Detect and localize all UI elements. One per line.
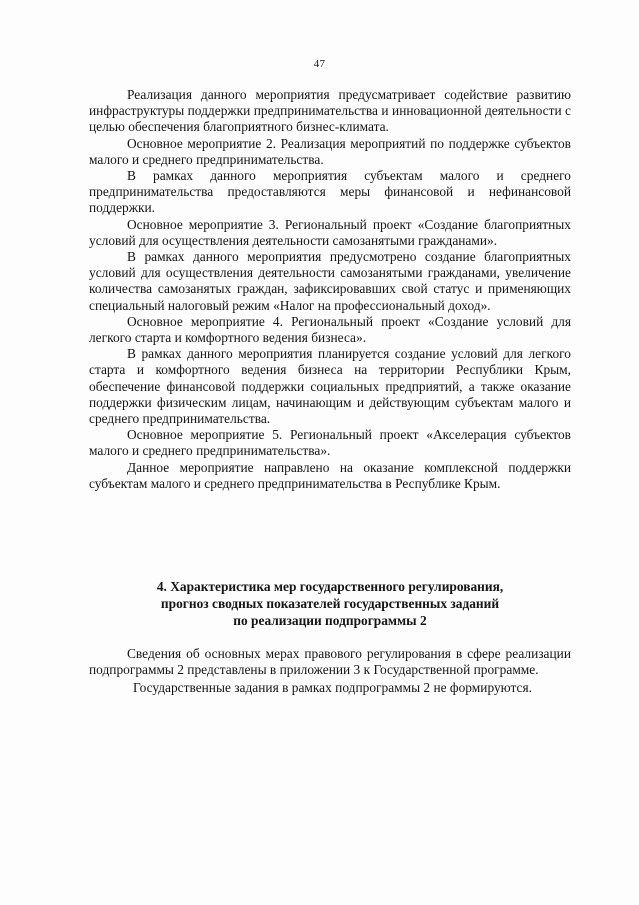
paragraph: Государственные задания в рамках подпрограммы 2 не формируются. [133,680,532,696]
page-number: 47 [313,58,326,70]
paragraph: В рамках данного мероприятия предусмотрено создание благоприятных условий для осуществления деятельности самозанятыми гражданами, увеличение количества самозанятых граждан, зафиксировавших свой статус и применяющих специальный налоговый режим «Налог на профессиональный доход». [89,249,571,313]
section-heading-line: 4. Характеристика мер государственного регулирования, [156,579,504,594]
paragraph: В рамках данного мероприятия планируется создание условий для легкого старта и комфортного ведения бизнеса на территории Республики Крым, обеспечение финансовой поддержки социальных предприятий, а также оказание поддержки физическим лицам, начинающим и действующим субъектам малого и среднего предпринимательства. [89,346,571,427]
paragraph: В рамках данного мероприятия субъектам малого и среднего предпринимательства предоставляются меры финансовой и нефинансовой поддержки. [89,168,571,216]
paragraph: Основное мероприятие 4. Региональный проект «Создание условий для легкого старта и комфортного ведения бизнеса». [89,313,571,346]
paragraph: Сведения об основных мерах правового регулирования в сфере реализации подпрограммы 2 представлены в приложении 3 к Государственной программе. [89,646,571,678]
paragraph: Реализация данного мероприятия предусматривает содействие развитию инфраструктуры поддержки предпринимательства и инновационной деятельности с целью обеспечения благоприятного бизнес-климата. [89,87,571,135]
paragraph: Основное мероприятие 2. Реализация мероприятий по поддержке субъектов малого и среднего предпринимательства. [89,135,571,167]
body-text-bottom [89,646,571,697]
paragraph: Основное мероприятие 5. Региональный проект «Акселерация субъектов малого и среднего предпринимательства». [89,427,571,459]
section-heading-line: по реализации подпрограммы 2 [233,613,427,628]
section-heading [89,578,571,629]
section-heading-line: прогноз сводных показателей государственных заданий [160,596,500,611]
body-text-top [89,87,571,492]
paragraph: Данное мероприятие направлено на оказание комплексной поддержки субъектам малого и среднего предпринимательства в Республике Крым. [89,459,571,491]
paragraph: Основное мероприятие 3. Региональный проект «Создание благоприятных условий для осуществления деятельности самозанятыми гражданами». [89,216,571,248]
